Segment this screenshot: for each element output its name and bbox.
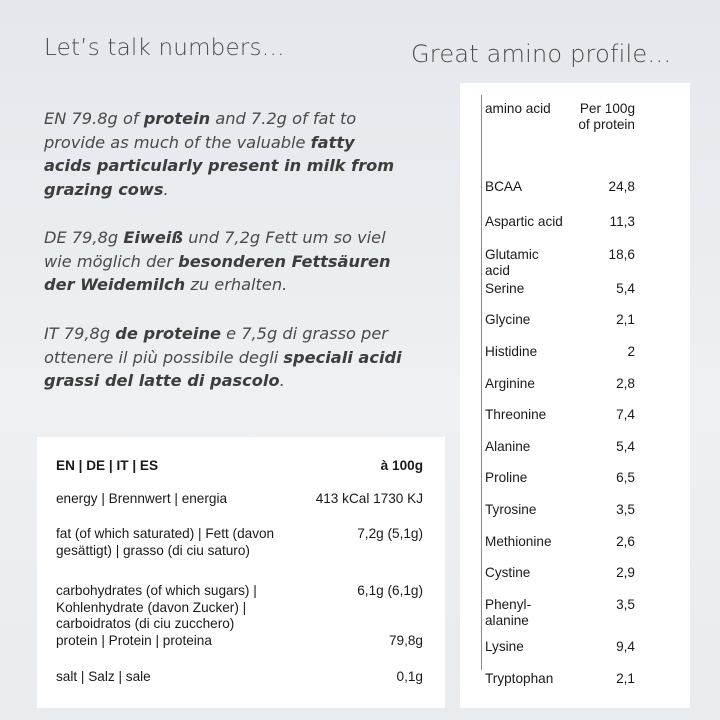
amino-label: Glutamic acid (485, 247, 539, 278)
paragraph-text: and 7.2g of fat to provide as much of the valuable (44, 109, 357, 152)
amino-value: 5,4 (616, 281, 635, 296)
right-heading: Great amino profile… (411, 40, 672, 68)
amino-label: Aspartic acid (485, 214, 563, 229)
emphasis-text: protein (143, 109, 211, 128)
amino-header-label: amino acid (485, 101, 551, 116)
emphasis-text: speciali acidi grassi del latte di pascolo (44, 347, 402, 390)
nutrition-value: 0,1g (396, 669, 423, 684)
paragraph-text: . (163, 179, 169, 199)
amino-label: Serine (485, 281, 525, 296)
amino-value: 2,6 (616, 534, 635, 549)
amino-label: Threonine (485, 407, 547, 422)
amino-value: 2,1 (616, 312, 635, 327)
paragraph-text: DE 79,8g (44, 228, 124, 247)
amino-label: Methionine (485, 534, 552, 549)
emphasis-text: de proteine (115, 324, 221, 343)
amino-label: Tryptophan (485, 671, 554, 686)
amino-label: BCAA (485, 179, 523, 194)
amino-value: 9,4 (616, 639, 635, 654)
amino-value: 2,8 (616, 376, 635, 391)
paragraph-en (44, 107, 404, 201)
amino-label: Histidine (485, 344, 538, 359)
amino-value: 2,9 (616, 565, 635, 580)
amino-value: 6,5 (616, 470, 635, 485)
amino-value: 3,5 (616, 502, 635, 517)
emphasis-text: fatty acids particularly present in milk from grazing cows (44, 132, 395, 199)
nutrition-table (37, 437, 445, 708)
nutrition-label: protein | Protein | proteina (56, 633, 212, 648)
nutrition-label: carbohydrates (of which sugars) | Kohlenhydrate (davon Zucker) | carboidratos (di ciu zucchero) (56, 583, 257, 631)
amino-label: Phenyl-alanine (485, 597, 532, 628)
left-heading: Let’s talk numbers… (44, 35, 285, 61)
amino-label: Lysine (485, 639, 524, 654)
paragraph-text: zu erhalten. (185, 275, 288, 294)
amino-label: Glycine (485, 312, 531, 327)
amino-value: 2,1 (616, 671, 635, 686)
emphasis-text: besonderen Fettsäuren der Weidemilch (44, 251, 391, 294)
nutrition-label: fat (of which saturated) | Fett (davon gesättigt) | grasso (di ciu saturo) (56, 526, 275, 558)
amino-header-value: Per 100g of protein (578, 101, 635, 132)
amino-value: 24,8 (608, 179, 635, 194)
amino-value: 3,5 (616, 597, 635, 612)
paragraph-text: IT 79,8g (44, 324, 116, 343)
amino-label: Cystine (485, 565, 531, 580)
amino-value: 18,6 (608, 247, 635, 262)
amino-label: Tyrosine (485, 502, 537, 517)
emphasis-text: Eiweiß (123, 228, 184, 247)
nutrition-header-value: à 100g (380, 458, 423, 473)
paragraph-it (44, 322, 404, 393)
nutrition-value: 79,8g (388, 633, 423, 648)
paragraph-de (44, 226, 404, 297)
nutrition-value: 7,2g (5,1g) (357, 526, 423, 541)
amino-label: Alanine (485, 439, 531, 454)
nutrition-value: 413 kCal 1730 KJ (315, 491, 423, 506)
paragraph-text: . (279, 371, 285, 390)
amino-value: 7,4 (616, 407, 635, 422)
amino-acid-table (460, 83, 690, 708)
nutrition-label: energy | Brennwert | energia (56, 491, 228, 506)
paragraph-text: und 7,2g Fett um so viel wie möglich der (44, 228, 386, 271)
nutrition-header-label: EN | DE | IT | ES (56, 458, 159, 473)
nutrition-value: 6,1g (6,1g) (357, 583, 423, 598)
amino-value: 2 (627, 344, 635, 359)
paragraph-text: e 7,5g di grasso per ottenere il più possibile degli (44, 324, 388, 367)
amino-value: 5,4 (616, 439, 635, 454)
amino-label: Proline (485, 470, 528, 485)
amino-label: Arginine (485, 376, 535, 391)
nutrition-label: salt | Salz | sale (56, 669, 151, 684)
amino-value: 11,3 (609, 214, 635, 229)
paragraph-text: EN 79.8g of (44, 109, 144, 128)
table-divider-line (481, 95, 482, 670)
